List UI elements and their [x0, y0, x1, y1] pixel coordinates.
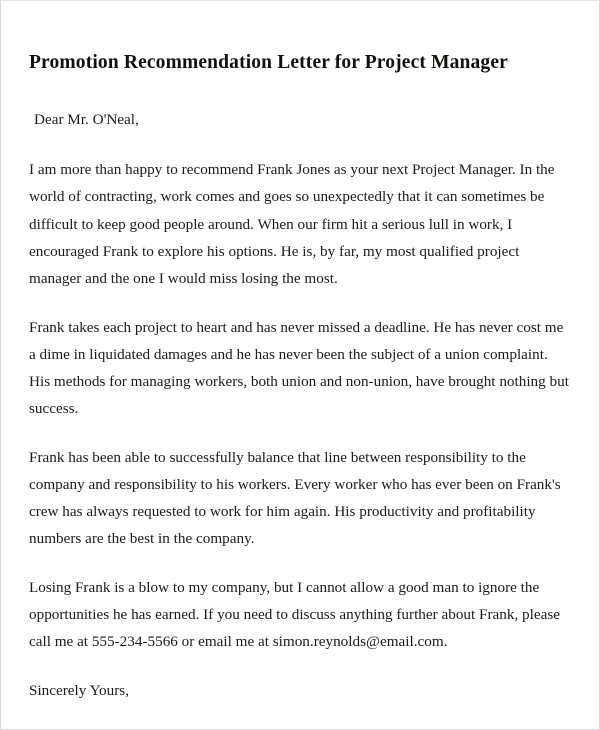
- page-title: Promotion Recommendation Letter for Project Manager: [29, 52, 508, 73]
- letter-paragraph-2: Frank takes each project to heart and has never missed a deadline. He has never cost me a dime in liquidated damages and he has never been the subject of a union complaint. His methods for managing workers, both union and non-union, have brought nothing but success.: [29, 318, 569, 417]
- letter-paragraph-4: Losing Frank is a blow to my company, but I cannot allow a good man to ignore the opportunities he has earned. If you need to discuss anything further about Frank, please call me at 555-234-5566 or email me at simon.reynolds@email.com.: [29, 579, 560, 651]
- letter-paragraph-3: Frank has been able to successfully balance that line between responsibility to the company and responsibility to his workers. Every worker who has ever been on Frank's crew has always requested to work for him again. His productivity and profitability numbers are the best in the company.: [29, 448, 561, 547]
- letter-salutation: Dear Mr. O'Neal,: [34, 111, 139, 129]
- letter-paragraph-1: I am more than happy to recommend Frank Jones as your next Project Manager. In the world of contracting, work comes and goes so unexpectedly that it can sometimes be difficult to keep good people around. When our firm hit a serious lull in work, I encouraged Frank to explore his options. He is, by far, my most qualified project manager and the one I would miss losing the most.: [29, 161, 555, 287]
- letter-closing: Sincerely Yours,: [29, 682, 129, 700]
